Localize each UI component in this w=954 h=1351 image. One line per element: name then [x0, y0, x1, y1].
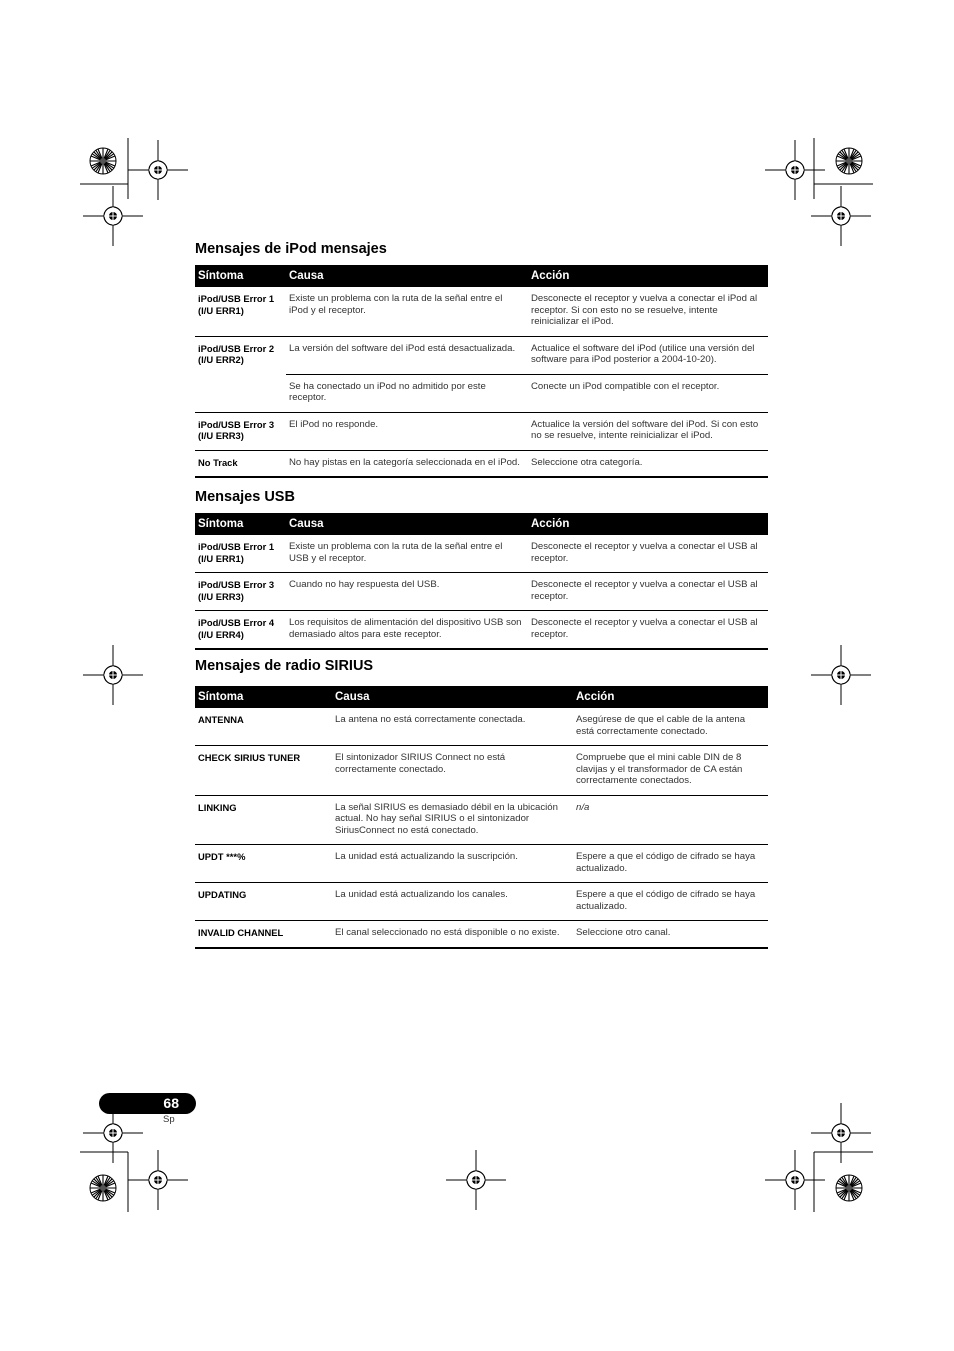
header-cause: Causa	[332, 686, 573, 708]
symptom-cell: CHECK SIRIUS TUNER	[195, 746, 332, 796]
cause-cell: El sintonizador SIRIUS Connect no está correctamente conectado.	[332, 746, 573, 796]
page-number: 68	[163, 1095, 179, 1111]
header-symptom: Síntoma	[195, 265, 286, 287]
section-title: Mensajes USB	[195, 489, 295, 505]
action-cell: Asegúrese de que el cable de la antena está correctamente conectado.	[573, 708, 768, 746]
header-cause: Causa	[286, 513, 528, 535]
action-cell: Espere a que el código de cifrado se haya actualizado.	[573, 845, 768, 883]
symptom-cell: ANTENNA	[195, 708, 332, 746]
symptom-cell: INVALID CHANNEL	[195, 921, 332, 948]
header-cause: Causa	[286, 265, 528, 287]
action-cell: Desconecte el receptor y vuelva a conectar el USB al receptor.	[528, 611, 768, 650]
symptom-cell: iPod/USB Error 3 (I/U ERR3)	[195, 412, 286, 450]
cause-cell: El canal seleccionado no está disponible o no existe.	[332, 921, 573, 948]
cause-cell: Se ha conectado un iPod no admitido por este receptor.	[286, 374, 528, 412]
action-cell: n/a	[573, 795, 768, 845]
symptom-cell: iPod/USB Error 4 (I/U ERR4)	[195, 611, 286, 650]
table-row	[195, 746, 768, 796]
action-cell: Actualice el software del iPod (utilice una versión del software para iPod posterior a 2004-10-20).	[528, 336, 768, 374]
cause-cell: La unidad está actualizando los canales.	[332, 883, 573, 921]
action-cell: Desconecte el receptor y vuelva a conectar el USB al receptor.	[528, 535, 768, 573]
table-row	[195, 611, 768, 650]
header-action: Acción	[528, 513, 768, 535]
cause-cell: La antena no está correctamente conectada.	[332, 708, 573, 746]
table-header-row	[195, 686, 768, 708]
table-row	[195, 845, 768, 883]
action-cell: Seleccione otra categoría.	[528, 450, 768, 477]
cause-cell: El iPod no responde.	[286, 412, 528, 450]
symptom-cell	[195, 374, 286, 412]
symptom-cell: No Track	[195, 450, 286, 477]
table-row	[195, 287, 768, 336]
header-action: Acción	[528, 265, 768, 287]
symptom-cell: iPod/USB Error 1 (I/U ERR1)	[195, 535, 286, 573]
cause-cell: No hay pistas en la categoría seleccionada en el iPod.	[286, 450, 528, 477]
usb-messages-table	[195, 513, 768, 650]
symptom-cell: iPod/USB Error 1 (I/U ERR1)	[195, 287, 286, 336]
table-row	[195, 450, 768, 477]
action-cell: Conecte un iPod compatible con el receptor.	[528, 374, 768, 412]
sirius-messages-table	[195, 686, 768, 949]
action-cell: Desconecte el receptor y vuelva a conectar el USB al receptor.	[528, 573, 768, 611]
table-row	[195, 412, 768, 450]
table-row	[195, 573, 768, 611]
action-cell: Espere a que el código de cifrado se haya actualizado.	[573, 883, 768, 921]
cause-cell: Cuando no hay respuesta del USB.	[286, 573, 528, 611]
table-row	[195, 336, 768, 374]
table-row	[195, 708, 768, 746]
section-usb	[195, 488, 768, 650]
table-header-row	[195, 265, 768, 287]
cause-cell: La señal SIRIUS es demasiado débil en la ubicación actual. No hay señal SIRIUS o el sintonizador SiriusConnect no está conectado.	[332, 795, 573, 845]
ipod-messages-table	[195, 265, 768, 478]
cause-cell: La unidad está actualizando la suscripción.	[332, 845, 573, 883]
table-row	[195, 921, 768, 948]
cause-cell: La versión del software del iPod está desactualizada.	[286, 336, 528, 374]
section-title: Mensajes de radio SIRIUS	[195, 658, 374, 674]
header-symptom: Síntoma	[195, 513, 286, 535]
symptom-cell: UPDATING	[195, 883, 332, 921]
cause-cell: Existe un problema con la ruta de la señal entre el USB y el receptor.	[286, 535, 528, 573]
header-symptom: Síntoma	[195, 686, 332, 708]
section-sirius	[195, 657, 768, 949]
action-cell: Compruebe que el mini cable DIN de 8 clavijas y el transformador de CA están correctamente conectados.	[573, 746, 768, 796]
table-row	[195, 795, 768, 845]
section-ipod	[195, 240, 768, 478]
symptom-cell: LINKING	[195, 795, 332, 845]
table-row	[195, 883, 768, 921]
cause-cell: Existe un problema con la ruta de la señal entre el iPod y el receptor.	[286, 287, 528, 336]
cause-cell: Los requisitos de alimentación del dispositivo USB son demasiado altos para este receptor.	[286, 611, 528, 650]
action-cell: Actualice la versión del software del iPod. Si con esto no se resuelve, intente reinicializar el iPod.	[528, 412, 768, 450]
header-action: Acción	[573, 686, 768, 708]
table-row	[195, 374, 768, 412]
section-title: Mensajes de iPod mensajes	[195, 241, 387, 257]
page-language: Sp	[163, 1114, 175, 1125]
symptom-cell: iPod/USB Error 3 (I/U ERR3)	[195, 573, 286, 611]
action-cell: Seleccione otro canal.	[573, 921, 768, 948]
action-cell: Desconecte el receptor y vuelva a conectar el iPod al receptor. Si con esto no se resuelve, intente reinicializar el iPod.	[528, 287, 768, 336]
symptom-cell: UPDT ***%	[195, 845, 332, 883]
symptom-cell: iPod/USB Error 2 (I/U ERR2)	[198, 342, 275, 365]
table-header-row	[195, 513, 768, 535]
table-row	[195, 535, 768, 573]
page-number-badge	[99, 1093, 196, 1114]
